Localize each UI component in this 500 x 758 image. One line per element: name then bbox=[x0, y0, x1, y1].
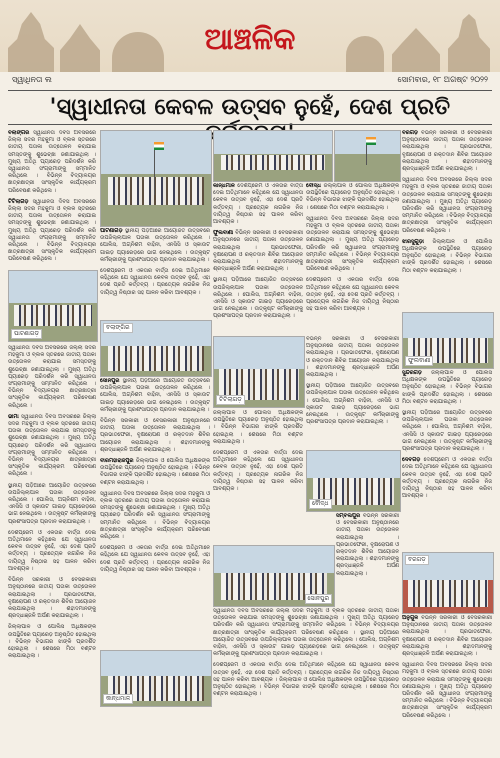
article-text: ଜିଲ୍ଲାପାଳ ଓ ପୋଲିସ ଅଧିକ୍ଷକଙ୍କ ଉପସ୍ଥିତିରେ ପ୍ୟାରେଡ଼ ଅନୁଷ୍ଠିତ ହୋଇଥିଲା । ବିଭିନ୍ନ ବିଭାଗର ଝାଙ୍କି ପ୍ରଦର୍ଶିତ ହୋଇଥିଲା । ଶେଷରେ ମିଠା ବଣ୍ଟନ କରାଯାଇଥିଲା । bbox=[306, 183, 399, 211]
dateline: ସୋନପୁର bbox=[100, 378, 120, 384]
issue-date: ସୋମବାର, ୧୮ ଅଗଷ୍ଟ ୨୦୨୨ bbox=[397, 75, 488, 84]
article-column bbox=[402, 130, 492, 310]
news-photo bbox=[402, 552, 494, 614]
temple-illustration bbox=[60, 24, 100, 72]
article-text: ସ୍ୱାଧୀନତା ଦିବସ ଅବସରରେ ଜିଲ୍ଲା ସଦର ମହକୁମା ଓ ବ୍ଲକ ସ୍ତରରେ ଜାତୀୟ ପତାକା ଉତ୍ତୋଳନ କରାଯାଇ ସମସ୍ତଙ୍କୁ ଶୁଭେଚ୍ଛା ଜଣାଯାଇଥିଲା । ମୁଖ୍ୟ ଅତିଥି ପ୍ୟାରେଡ଼ ପରିଦର୍ଶନ କରି ସ୍ୱାଧୀନତା ସଂଗ୍ରାମୀଙ୍କୁ ସମ୍ମାନିତ କରିଥିଲେ । ବିଭିନ୍ନ ବିଦ୍ୟାଳୟର ଛାତ୍ରଛାତ୍ରୀ ସାଂସ୍କୃତିକ କାର୍ଯ୍ୟକ୍ରମ ପରିବେଷଣ କରିଥିଲେ । bbox=[213, 608, 399, 636]
article-text: ଜିଲ୍ଲାପାଳ ଓ ପୋଲିସ ଅଧିକ୍ଷକଙ୍କ ଉପସ୍ଥିତିରେ ପ୍ୟାରେଡ଼ ଅନୁଷ୍ଠିତ ହୋଇଥିଲା । ବିଭିନ୍ନ ବିଭାଗର ଝାଙ୍କି ପ୍ରଦର୍ଶିତ ହୋଇଥିଲା । ଶେଷରେ ମିଠା ବଣ୍ଟନ କରାଯାଇଥିଲା । bbox=[100, 458, 210, 486]
article-text: ବିଭିନ୍ନ ସରକାରୀ ଓ ବେସରକାରୀ ଅନୁଷ୍ଠାନରେ ଜାତୀୟ ପତାକା ଉତ୍ତୋଳନ କରାଯାଇଥିଲା । ପ୍ରଭାତଫେରୀ, ବୃକ୍ଷରୋପଣ ଓ ରକ୍ତଦାନ ଶିବିର ଆୟୋଜନ କରାଯାଇଥିଲା । ଶହୀଦମାନଙ୍କୁ ଶ୍ରଦ୍ଧାଞ୍ଜଳି ଅର୍ପଣ କରାଯାଇଥିଲା । bbox=[213, 230, 303, 273]
article-text: ବିଭିନ୍ନ ସରକାରୀ ଓ ବେସରକାରୀ ଅନୁଷ୍ଠାନରେ ଜାତୀୟ ପତାକା ଉତ୍ତୋଳନ କରାଯାଇଥିଲା । ପ୍ରଭାତଫେରୀ, ବୃକ୍ଷରୋପଣ ଓ ରକ୍ତଦାନ ଶିବିର ଆୟୋଜନ କରାଯାଇଥିଲା । ଶହୀଦମାନଙ୍କୁ ଶ୍ରଦ୍ଧାଞ୍ଜଳି ଅର୍ପଣ କରାଯାଇଥିଲା । bbox=[402, 615, 492, 658]
article-text: ବିଭିନ୍ନ ସରକାରୀ ଓ ବେସରକାରୀ ଅନୁଷ୍ଠାନରେ ଜାତୀୟ ପତାକା ଉତ୍ତୋଳନ କରାଯାଇଥିଲା । ପ୍ରଭାତଫେରୀ, ବୃକ୍ଷରୋପଣ ଓ ରକ୍ତଦାନ ଶିବିର ଆୟୋଜନ କରାଯାଇଥିଲା । ଶହୀଦମାନଙ୍କୁ ଶ୍ରଦ୍ଧାଞ୍ଜଳି ଅର୍ପଣ କରାଯାଇଥିଲା । bbox=[306, 336, 399, 379]
article-column bbox=[213, 410, 303, 540]
article-text: ସ୍ଥାନୀୟ ପଡ଼ିଆରେ ଆୟୋଜିତ ଉତ୍ସବରେ ଉପଜିଲ୍ଲାପାଳ ପତାକା ଉତ୍ତୋଳନ କରିଥିଲେ । ପୋଲିସ, ଅଗ୍ନିଶମ ବାହିନୀ, ଏନସିସି ଓ ସ୍କାଉଟ ଗାଇଡ଼ ପ୍ୟାରେଡ଼ରେ ଭାଗ ନେଇଥିଲେ । ଉତ୍କୃଷ୍ଟ କର୍ମଚାରୀଙ୍କୁ ପ୍ରଶଂସାପତ୍ର ପ୍ରଦାନ କରାଯାଇଥିଲା । bbox=[213, 629, 399, 658]
article-text: ସ୍ଥାନୀୟ ପଡ଼ିଆରେ ଆୟୋଜିତ ଉତ୍ସବରେ ଉପଜିଲ୍ଲାପାଳ ପତାକା ଉତ୍ତୋଳନ କରିଥିଲେ । ପୋଲିସ, ଅଗ୍ନିଶମ ବାହିନୀ, ଏନସିସି ଓ ସ୍କାଉଟ ଗାଇଡ଼ ପ୍ୟାରେଡ଼ରେ ଭାଗ ନେଇଥିଲେ । ଉତ୍କୃଷ୍ଟ କର୍ମଚାରୀଙ୍କୁ ପ୍ରଶଂସାପତ୍ର ପ୍ରଦାନ କରାଯାଇଥିଲା । bbox=[8, 482, 96, 525]
photo-caption: ସୋନପୁର bbox=[305, 594, 332, 604]
news-photo bbox=[402, 312, 494, 369]
news-photo bbox=[306, 450, 401, 512]
divider bbox=[8, 90, 492, 91]
article-text: ସ୍ୱାଧୀନତା ଦିବସ ଅବସରରେ ଜିଲ୍ଲା ସଦର ମହକୁମା ଓ ବ୍ଲକ ସ୍ତରରେ ଜାତୀୟ ପତାକା ଉତ୍ତୋଳନ କରାଯାଇ ସମସ୍ତଙ୍କୁ ଶୁଭେଚ୍ଛା ଜଣାଯାଇଥିଲା । ମୁଖ୍ୟ ଅତିଥି ପ୍ୟାରେଡ଼ ପରିଦର୍ଶନ କରି ସ୍ୱାଧୀନତା ସଂଗ୍ରାମୀଙ୍କୁ ସମ୍ମାନିତ କରିଥିଲେ । ବିଭିନ୍ନ ବିଦ୍ୟାଳୟର ଛାତ୍ରଛାତ୍ରୀ ସାଂସ୍କୃତିକ କାର୍ଯ୍ୟକ୍ରମ ପରିବେଷଣ କରିଥିଲେ । bbox=[306, 215, 399, 273]
article-text: ଜିଲ୍ଲାପାଳ ଓ ପୋଲିସ ଅଧିକ୍ଷକଙ୍କ ଉପସ୍ଥିତିରେ ପ୍ୟାରେଡ଼ ଅନୁଷ୍ଠିତ ହୋଇଥିଲା । ବିଭିନ୍ନ ବିଭାଗର ଝାଙ୍କି ପ୍ରଦର୍ଶିତ ହୋଇଥିଲା । ଶେଷରେ ମିଠା ବଣ୍ଟନ କରାଯାଇଥିଲା । bbox=[213, 410, 303, 445]
photo-caption: ଟିଟିଲାଗଡ଼ bbox=[216, 395, 245, 405]
article-text: ଦେଶପ୍ରେମ ଓ ଏକତାର ବାର୍ତ୍ତା ଦେଇ ଅତିଥିମାନେ କହିଥିଲେ ଯେ ସ୍ୱାଧୀନତା କେବଳ ଉତ୍ସବ ନୁହେଁ, ଏହା ଦେଶ ପ୍ରତି କର୍ତ୍ତବ୍ୟ । ପ୍ରତ୍ୟେକ ନାଗରିକ ନିଜ ଦାୟିତ୍ୱ ନିଷ୍ଠାର ସହ ପାଳନ କରିବା ଆବଶ୍ୟକ । bbox=[213, 183, 303, 226]
article-text: ବିଭିନ୍ନ ସରକାରୀ ଓ ବେସରକାରୀ ଅନୁଷ୍ଠାନରେ ଜାତୀୟ ପତାକା ଉତ୍ତୋଳନ କରାଯାଇଥିଲା । ପ୍ରଭାତଫେରୀ, ବୃକ୍ଷରୋପଣ ଓ ରକ୍ତଦାନ ଶିବିର ଆୟୋଜନ କରାଯାଇଥିଲା । ଶହୀଦମାନଙ୍କୁ ଶ୍ରଦ୍ଧାଞ୍ଜଳି ଅର୍ପଣ କରାଯାଇଥିଲା । bbox=[100, 418, 210, 453]
section-title: ଆଞ୍ଚଳିକ bbox=[204, 22, 296, 57]
article-text: ଜିଲ୍ଲାପାଳ ଓ ପୋଲିସ ଅଧିକ୍ଷକଙ୍କ ଉପସ୍ଥିତିରେ ପ୍ୟାରେଡ଼ ଅନୁଷ୍ଠିତ ହୋଇଥିଲା । ବିଭିନ୍ନ ବିଭାଗର ଝାଙ୍କି ପ୍ରଦର୍ଶିତ ହୋଇଥିଲା । ଶେଷରେ ମିଠା ବଣ୍ଟନ କରାଯାଇଥିଲା । bbox=[402, 370, 492, 405]
article-text: ବିଭିନ୍ନ ସରକାରୀ ଓ ବେସରକାରୀ ଅନୁଷ୍ଠାନରେ ଜାତୀୟ ପତାକା ଉତ୍ତୋଳନ କରାଯାଇଥିଲା । ପ୍ରଭାତଫେରୀ, ବୃକ୍ଷରୋପଣ ଓ ରକ୍ତଦାନ ଶିବିର ଆୟୋଜନ କରାଯାଇଥିଲା । ଶହୀଦମାନଙ୍କୁ ଶ୍ରଦ୍ଧାଞ୍ଜଳି ଅର୍ପଣ କରାଯାଇଥିଲା । bbox=[336, 513, 399, 577]
article-text: ଜିଲ୍ଲାପାଳ ଓ ପୋଲିସ ଅଧିକ୍ଷକଙ୍କ ଉପସ୍ଥିତିରେ ପ୍ୟାରେଡ଼ ଅନୁଷ୍ଠିତ ହୋଇଥିଲା । ବିଭିନ୍ନ ବିଭାଗର ଝାଙ୍କି ପ୍ରଦର୍ଶିତ ହୋଇଥିଲା । ଶେଷରେ ମିଠା ବଣ୍ଟନ କରାଯାଇଥିଲା । bbox=[8, 624, 96, 660]
article-column bbox=[306, 336, 399, 446]
article-text: ଦେଶପ୍ରେମ ଓ ଏକତାର ବାର୍ତ୍ତା ଦେଇ ଅତିଥିମାନେ କହିଥିଲେ ଯେ ସ୍ୱାଧୀନତା କେବଳ ଉତ୍ସବ ନୁହେଁ, ଏହା ଦେଶ ପ୍ରତି କର୍ତ୍ତବ୍ୟ । ପ୍ରତ୍ୟେକ ନାଗରିକ ନିଜ ଦାୟିତ୍ୱ ନିଷ୍ଠାର ସହ ପାଳନ କରିବା ଆବଶ୍ୟକ । bbox=[8, 529, 96, 572]
article-column bbox=[336, 513, 399, 608]
dateline: ଫୁଲବାଣୀ bbox=[213, 230, 234, 237]
article-text: ବିଭିନ୍ନ ସରକାରୀ ଓ ବେସରକାରୀ ଅନୁଷ୍ଠାନରେ ଜାତୀୟ ପତାକା ଉତ୍ତୋଳନ କରାଯାଇଥିଲା । ପ୍ରଭାତଫେରୀ, ବୃକ୍ଷରୋପଣ ଓ ରକ୍ତଦାନ ଶିବିର ଆୟୋଜନ କରାଯାଇଥିଲା । ଶହୀଦମାନଙ୍କୁ ଶ୍ରଦ୍ଧାଞ୍ଜଳି ଅର୍ପଣ କରାଯାଇଥିଲା । bbox=[402, 130, 492, 173]
dateline: ସୁନ୍ଦରଗଡ଼ bbox=[402, 370, 422, 376]
temple-illustration bbox=[8, 12, 54, 72]
dateline: ବଲାଙ୍ଗିର bbox=[8, 130, 30, 136]
article-text: ସ୍ୱାଧୀନତା ଦିବସ ଅବସରରେ ଜିଲ୍ଲା ସଦର ମହକୁମା ଓ ବ୍ଲକ ସ୍ତରରେ ଜାତୀୟ ପତାକା ଉତ୍ତୋଳନ କରାଯାଇ ସମସ୍ତଙ୍କୁ ଶୁଭେଚ୍ଛା ଜଣାଯାଇଥିଲା । ମୁଖ୍ୟ ଅତିଥି ପ୍ୟାରେଡ଼ ପରିଦର୍ଶନ କରି ସ୍ୱାଧୀନତା ସଂଗ୍ରାମୀଙ୍କୁ ସମ୍ମାନିତ କରିଥିଲେ । ବିଭିନ୍ନ ବିଦ୍ୟାଳୟର ଛାତ୍ରଛାତ୍ରୀ ସାଂସ୍କୃତିକ କାର୍ଯ୍ୟକ୍ରମ ପରିବେଷଣ କରିଥିଲେ । bbox=[402, 662, 492, 719]
news-photo bbox=[100, 320, 212, 377]
dateline: ସମ୍ବଲପୁର bbox=[336, 513, 361, 519]
main-headline: 'ସ୍ୱାଧୀନତା କେବଳ ଉତ୍ସବ ନୁହେଁ, ଦେଶ ପ୍ରତି bbox=[49, 94, 451, 120]
article-text: ସ୍ଥାନୀୟ ପଡ଼ିଆରେ ଆୟୋଜିତ ଉତ୍ସବରେ ଉପଜିଲ୍ଲାପାଳ ପତାକା ଉତ୍ତୋଳନ କରିଥିଲେ । ପୋଲିସ, ଅଗ୍ନିଶମ ବାହିନୀ, ଏନସିସି ଓ ସ୍କାଉଟ ଗାଇଡ଼ ପ୍ୟାରେଡ଼ରେ ଭାଗ ନେଇଥିଲେ । ଉତ୍କୃଷ୍ଟ କର୍ମଚାରୀଙ୍କୁ ପ୍ରଶଂସାପତ୍ର ପ୍ରଦାନ କରାଯାଇଥିଲା । bbox=[100, 228, 210, 263]
dateline: ଅନୁଗୁଳ bbox=[402, 615, 418, 621]
news-photo bbox=[334, 130, 401, 182]
dateline: ବୌଦ୍ଧ bbox=[306, 183, 321, 189]
article-text: ସ୍ୱାଧୀନତା ଦିବସ ଅବସରରେ ଜିଲ୍ଲା ସଦର ମହକୁମା ଓ ବ୍ଲକ ସ୍ତରରେ ଜାତୀୟ ପତାକା ଉତ୍ତୋଳନ କରାଯାଇ ସମସ୍ତଙ୍କୁ ଶୁଭେଚ୍ଛା ଜଣାଯାଇଥିଲା । ମୁଖ୍ୟ ଅତିଥି ପ୍ୟାରେଡ଼ ପରିଦର୍ଶନ କରି ସ୍ୱାଧୀନତା ସଂଗ୍ରାମୀଙ୍କୁ ସମ୍ମାନିତ କରିଥିଲେ । ବିଭିନ୍ନ ବିଦ୍ୟାଳୟର ଛାତ୍ରଛାତ୍ରୀ ସାଂସ୍କୃତିକ କାର୍ଯ୍ୟକ୍ରମ ପରିବେଷଣ କରିଥିଲେ । bbox=[8, 198, 96, 263]
article-column bbox=[213, 183, 303, 333]
photo-caption: ବରଗଡ଼ bbox=[405, 555, 429, 565]
page-meta bbox=[0, 75, 500, 89]
photo-caption: ବଲାଙ୍ଗିର bbox=[103, 323, 133, 333]
news-photo bbox=[213, 336, 305, 408]
divider bbox=[8, 124, 492, 125]
article-text: ଜିଲ୍ଲାପାଳ ଓ ପୋଲିସ ଅଧିକ୍ଷକଙ୍କ ଉପସ୍ଥିତିରେ ପ୍ୟାରେଡ଼ ଅନୁଷ୍ଠିତ ହୋଇଥିଲା । ବିଭିନ୍ନ ବିଭାଗର ଝାଙ୍କି ପ୍ରଦର୍ଶିତ ହୋଇଥିଲା । ଶେଷରେ ମିଠା ବଣ୍ଟନ କରାଯାଇଥିଲା । bbox=[213, 676, 399, 698]
news-photo bbox=[213, 130, 333, 182]
dateline: ପାଟଣାଗଡ଼ bbox=[100, 228, 123, 234]
article-text: ବିଭିନ୍ନ ସରକାରୀ ଓ ବେସରକାରୀ ଅନୁଷ୍ଠାନରେ ଜାତୀୟ ପତାକା ଉତ୍ତୋଳନ କରାଯାଇଥିଲା । ପ୍ରଭାତଫେରୀ, ବୃକ୍ଷରୋପଣ ଓ ରକ୍ତଦାନ ଶିବିର ଆୟୋଜନ କରାଯାଇଥିଲା । ଶହୀଦମାନଙ୍କୁ ଶ୍ରଦ୍ଧାଞ୍ଜଳି ଅର୍ପଣ କରାଯାଇଥିଲା । bbox=[8, 577, 96, 620]
article-text: ସ୍ୱାଧୀନତା ଦିବସ ଅବସରରେ ଜିଲ୍ଲା ସଦର ମହକୁମା ଓ ବ୍ଲକ ସ୍ତରରେ ଜାତୀୟ ପତାକା ଉତ୍ତୋଳନ କରାଯାଇ ସମସ୍ତଙ୍କୁ ଶୁଭେଚ୍ଛା ଜଣାଯାଇଥିଲା । ମୁଖ୍ୟ ଅତିଥି ପ୍ୟାରେଡ଼ ପରିଦର୍ଶନ କରି ସ୍ୱାଧୀନତା ସଂଗ୍ରାମୀଙ୍କୁ ସମ୍ମାନିତ କରିଥିଲେ । ବିଭିନ୍ନ ବିଦ୍ୟାଳୟର ଛାତ୍ରଛାତ୍ରୀ ସାଂସ୍କୃତିକ କାର୍ଯ୍ୟକ୍ରମ ପରିବେଷଣ କରିଥିଲେ । bbox=[8, 413, 96, 478]
dateline: କାନ୍ଧମାଳ bbox=[213, 183, 235, 189]
article-text: ଦେଶପ୍ରେମ ଓ ଏକତାର ବାର୍ତ୍ତା ଦେଇ ଅତିଥିମାନେ କହିଥିଲେ ଯେ ସ୍ୱାଧୀନତା କେବଳ ଉତ୍ସବ ନୁହେଁ, ଏହା ଦେଶ ପ୍ରତି କର୍ତ୍ତବ୍ୟ । ପ୍ରତ୍ୟେକ ନାଗରିକ ନିଜ ଦାୟିତ୍ୱ ନିଷ୍ଠାର ସହ ପାଳନ କରିବା ଆବଶ୍ୟକ । bbox=[213, 450, 303, 493]
masthead-banner bbox=[0, 0, 500, 72]
news-photo bbox=[213, 545, 335, 607]
temple-illustration bbox=[392, 28, 440, 72]
article-text: ଦେଶପ୍ରେମ ଓ ଏକତାର ବାର୍ତ୍ତା ଦେଇ ଅତିଥିମାନେ କହିଥିଲେ ଯେ ସ୍ୱାଧୀନତା କେବଳ ଉତ୍ସବ ନୁହେଁ, ଏହା ଦେଶ ପ୍ରତି କର୍ତ୍ତବ୍ୟ । ପ୍ରତ୍ୟେକ ନାଗରିକ ନିଜ ଦାୟିତ୍ୱ ନିଷ୍ଠାର ସହ ପାଳନ କରିବା ଆବଶ୍ୟକ । bbox=[100, 268, 210, 296]
article-column bbox=[213, 608, 399, 752]
article-text: ସ୍ୱାଧୀନତା ଦିବସ ଅବସରରେ ଜିଲ୍ଲା ସଦର ମହକୁମା ଓ ବ୍ଲକ ସ୍ତରରେ ଜାତୀୟ ପତାକା ଉତ୍ତୋଳନ କରାଯାଇ ସମସ୍ତଙ୍କୁ ଶୁଭେଚ୍ଛା ଜଣାଯାଇଥିଲା । ମୁଖ୍ୟ ଅତିଥି ପ୍ୟାରେଡ଼ ପରିଦର୍ଶନ କରି ସ୍ୱାଧୀନତା ସଂଗ୍ରାମୀଙ୍କୁ ସମ୍ମାନିତ କରିଥିଲେ । ବିଭିନ୍ନ ବିଦ୍ୟାଳୟର ଛାତ୍ରଛାତ୍ରୀ ସାଂସ୍କୃତିକ କାର୍ଯ୍ୟକ୍ରମ ପରିବେଷଣ କରିଥିଲେ । bbox=[100, 490, 210, 541]
photo-caption: ବୌଦ୍ଧ bbox=[309, 499, 332, 509]
article-text: ସ୍ଥାନୀୟ ପଡ଼ିଆରେ ଆୟୋଜିତ ଉତ୍ସବରେ ଉପଜିଲ୍ଲାପାଳ ପତାକା ଉତ୍ତୋଳନ କରିଥିଲେ । ପୋଲିସ, ଅଗ୍ନିଶମ ବାହିନୀ, ଏନସିସି ଓ ସ୍କାଉଟ ଗାଇଡ଼ ପ୍ୟାରେଡ଼ରେ ଭାଗ ନେଇଥିଲେ । ଉତ୍କୃଷ୍ଟ କର୍ମଚାରୀଙ୍କୁ ପ୍ରଶଂସାପତ୍ର ପ୍ରଦାନ କରାଯାଇଥିଲା । bbox=[100, 378, 210, 413]
dateline: ଭୀମା bbox=[8, 413, 19, 420]
article-text: ସ୍ୱାଧୀନତା ଦିବସ ଅବସରରେ ଜିଲ୍ଲା ସଦର ମହକୁମା ଓ ବ୍ଲକ ସ୍ତରରେ ଜାତୀୟ ପତାକା ଉତ୍ତୋଳନ କରାଯାଇ ସମସ୍ତଙ୍କୁ ଶୁଭେଚ୍ଛା ଜଣାଯାଇଥିଲା । ମୁଖ୍ୟ ଅତିଥି ପ୍ୟାରେଡ଼ ପରିଦର୍ଶନ କରି ସ୍ୱାଧୀନତା ସଂଗ୍ରାମୀଙ୍କୁ ସମ୍ମାନିତ କରିଥିଲେ । ବିଭିନ୍ନ ବିଦ୍ୟାଳୟର ଛାତ୍ରଛାତ୍ରୀ ସାଂସ୍କୃତିକ କାର୍ଯ୍ୟକ୍ରମ ପରିବେଷଣ କରିଥିଲେ । bbox=[402, 177, 492, 234]
news-photo bbox=[8, 270, 98, 342]
article-text: ସ୍ଥାନୀୟ ପଡ଼ିଆରେ ଆୟୋଜିତ ଉତ୍ସବରେ ଉପଜିଲ୍ଲାପାଳ ପତାକା ଉତ୍ତୋଳନ କରିଥିଲେ । ପୋଲିସ, ଅଗ୍ନିଶମ ବାହିନୀ, ଏନସିସି ଓ ସ୍କାଉଟ ଗାଇଡ଼ ପ୍ୟାରେଡ଼ରେ ଭାଗ ନେଇଥିଲେ । ଉତ୍କୃଷ୍ଟ କର୍ମଚାରୀଙ୍କୁ ପ୍ରଶଂସାପତ୍ର ପ୍ରଦାନ କରାଯାଇଥିଲା । bbox=[306, 383, 399, 426]
photo-caption: ପାଟଣାଗଡ଼ bbox=[11, 329, 42, 339]
publication-name: ସ୍ୱାଧିନତା ଲ bbox=[12, 75, 52, 84]
temple-illustration bbox=[448, 14, 490, 72]
article-text: ଦେଶପ୍ରେମ ଓ ଏକତାର ବାର୍ତ୍ତା ଦେଇ ଅତିଥିମାନେ କହିଥିଲେ ଯେ ସ୍ୱାଧୀନତା କେବଳ ଉତ୍ସବ ନୁହେଁ, ଏହା ଦେଶ ପ୍ରତି କର୍ତ୍ତବ୍ୟ । ପ୍ରତ୍ୟେକ ନାଗରିକ ନିଜ ଦାୟିତ୍ୱ ନିଷ୍ଠାର ସହ ପାଳନ କରିବା ଆବଶ୍ୟକ । bbox=[306, 277, 399, 313]
article-text: ଦେଶପ୍ରେମ ଓ ଏକତାର ବାର୍ତ୍ତା ଦେଇ ଅତିଥିମାନେ କହିଥିଲେ ଯେ ସ୍ୱାଧୀନତା କେବଳ ଉତ୍ସବ ନୁହେଁ, ଏହା ଦେଶ ପ୍ରତି କର୍ତ୍ତବ୍ୟ । ପ୍ରତ୍ୟେକ ନାଗରିକ ନିଜ ଦାୟିତ୍ୱ ନିଷ୍ଠାର ସହ ପାଳନ କରିବା ଆବଶ୍ୟକ । bbox=[402, 457, 492, 500]
dateline: ଝାରସୁଗୁଡ଼ା bbox=[402, 238, 424, 245]
dateline: ବୀରମହାରାଜପୁର bbox=[100, 458, 134, 465]
dateline: ଟିଟିଲାଗଡ଼ bbox=[8, 198, 29, 205]
article-text: ଜିଲ୍ଲାପାଳ ଓ ପୋଲିସ ଅଧିକ୍ଷକଙ୍କ ଉପସ୍ଥିତିରେ ପ୍ୟାରେଡ଼ ଅନୁଷ୍ଠିତ ହୋଇଥିଲା । ବିଭିନ୍ନ ବିଭାଗର ଝାଙ୍କି ପ୍ରଦର୍ଶିତ ହୋଇଥିଲା । ଶେଷରେ ମିଠା ବଣ୍ଟନ କରାଯାଇଥିଲା । bbox=[402, 238, 492, 274]
article-text: ସ୍ଥାନୀୟ ପଡ଼ିଆରେ ଆୟୋଜିତ ଉତ୍ସବରେ ଉପଜିଲ୍ଲାପାଳ ପତାକା ଉତ୍ତୋଳନ କରିଥିଲେ । ପୋଲିସ, ଅଗ୍ନିଶମ ବାହିନୀ, ଏନସିସି ଓ ସ୍କାଉଟ ଗାଇଡ଼ ପ୍ୟାରେଡ଼ରେ ଭାଗ ନେଇଥିଲେ । ଉତ୍କୃଷ୍ଟ କର୍ମଚାରୀଙ୍କୁ ପ୍ରଶଂସାପତ୍ର ପ୍ରଦାନ କରାଯାଇଥିଲା । bbox=[213, 277, 303, 320]
news-photo bbox=[100, 130, 212, 227]
article-column bbox=[402, 615, 492, 752]
article-column bbox=[100, 228, 210, 318]
photo-caption: କାନ୍ଧମାଳ bbox=[103, 694, 133, 704]
article-text: ସ୍ୱାଧୀନତା ଦିବସ ଅବସରରେ ଜିଲ୍ଲା ସଦର ମହକୁମା ଓ ବ୍ଲକ ସ୍ତରରେ ଜାତୀୟ ପତାକା ଉତ୍ତୋଳନ କରାଯାଇ ସମସ୍ତଙ୍କୁ ଶୁଭେଚ୍ଛା ଜଣାଯାଇଥିଲା । ମୁଖ୍ୟ ଅତିଥି ପ୍ୟାରେଡ଼ ପରିଦର୍ଶନ କରି ସ୍ୱାଧୀନତା ସଂଗ୍ରାମୀଙ୍କୁ ସମ୍ମାନିତ କରିଥିଲେ । ବିଭିନ୍ନ ବିଦ୍ୟାଳୟର ଛାତ୍ରଛାତ୍ରୀ ସାଂସ୍କୃତିକ କାର୍ଯ୍ୟକ୍ରମ ପରିବେଷଣ କରିଥିଲେ । bbox=[8, 345, 96, 409]
news-photo bbox=[100, 650, 212, 707]
temple-illustration bbox=[112, 32, 164, 72]
dateline: ବରଗଡ଼ bbox=[402, 130, 418, 136]
article-column bbox=[306, 183, 399, 333]
article-text: ସ୍ଥାନୀୟ ପଡ଼ିଆରେ ଆୟୋଜିତ ଉତ୍ସବରେ ଉପଜିଲ୍ଲାପାଳ ପତାକା ଉତ୍ତୋଳନ କରିଥିଲେ । ପୋଲିସ, ଅଗ୍ନିଶମ ବାହିନୀ, ଏନସିସି ଓ ସ୍କାଉଟ ଗାଇଡ଼ ପ୍ୟାରେଡ଼ରେ ଭାଗ ନେଇଥିଲେ । ଉତ୍କୃଷ୍ଟ କର୍ମଚାରୀଙ୍କୁ ପ୍ରଶଂସାପତ୍ର ପ୍ରଦାନ କରାଯାଇଥିଲା । bbox=[402, 410, 492, 453]
article-text: ଦେଶପ୍ରେମ ଓ ଏକତାର ବାର୍ତ୍ତା ଦେଇ ଅତିଥିମାନେ କହିଥିଲେ ଯେ ସ୍ୱାଧୀନତା କେବଳ ଉତ୍ସବ ନୁହେଁ, ଏହା ଦେଶ ପ୍ରତି କର୍ତ୍ତବ୍ୟ । ପ୍ରତ୍ୟେକ ନାଗରିକ ନିଜ ଦାୟିତ୍ୱ ନିଷ୍ଠାର ସହ ପାଳନ କରିବା ଆବଶ୍ୟକ । bbox=[100, 545, 210, 573]
dateline: ଦେବଗଡ଼ bbox=[402, 457, 421, 464]
photo-caption: ଫୁଲବାଣୀ bbox=[405, 356, 433, 366]
article-text: ଦେଶପ୍ରେମ ଓ ଏକତାର ବାର୍ତ୍ତା ଦେଇ ଅତିଥିମାନେ କହିଥିଲେ ଯେ ସ୍ୱାଧୀନତା କେବଳ ଉତ୍ସବ ନୁହେଁ, ଏହା ଦେଶ ପ୍ରତି କର୍ତ୍ତବ୍ୟ । ପ୍ରତ୍ୟେକ ନାଗରିକ ନିଜ ଦାୟିତ୍ୱ ନିଷ୍ଠାର ସହ ପାଳନ କରିବା ଆବଶ୍ୟକ । bbox=[213, 662, 399, 683]
article-column bbox=[8, 345, 96, 752]
temple-illustration bbox=[346, 36, 384, 72]
article-column bbox=[402, 370, 492, 550]
article-text: ସ୍ୱାଧୀନତା ଦିବସ ଅବସରରେ ଜିଲ୍ଲା ସଦର ମହକୁମା ଓ ବ୍ଲକ ସ୍ତରରେ ଜାତୀୟ ପତାକା ଉତ୍ତୋଳନ କରାଯାଇ ସମସ୍ତଙ୍କୁ ଶୁଭେଚ୍ଛା ଜଣାଯାଇଥିଲା । ମୁଖ୍ୟ ଅତିଥି ପ୍ୟାରେଡ଼ ପରିଦର୍ଶନ କରି ସ୍ୱାଧୀନତା ସଂଗ୍ରାମୀଙ୍କୁ ସମ୍ମାନିତ କରିଥିଲେ । ବିଭିନ୍ନ ବିଦ୍ୟାଳୟର ଛାତ୍ରଛାତ୍ରୀ ସାଂସ୍କୃତିକ କାର୍ଯ୍ୟକ୍ରମ ପରିବେଷଣ କରିଥିଲେ । bbox=[8, 130, 96, 194]
